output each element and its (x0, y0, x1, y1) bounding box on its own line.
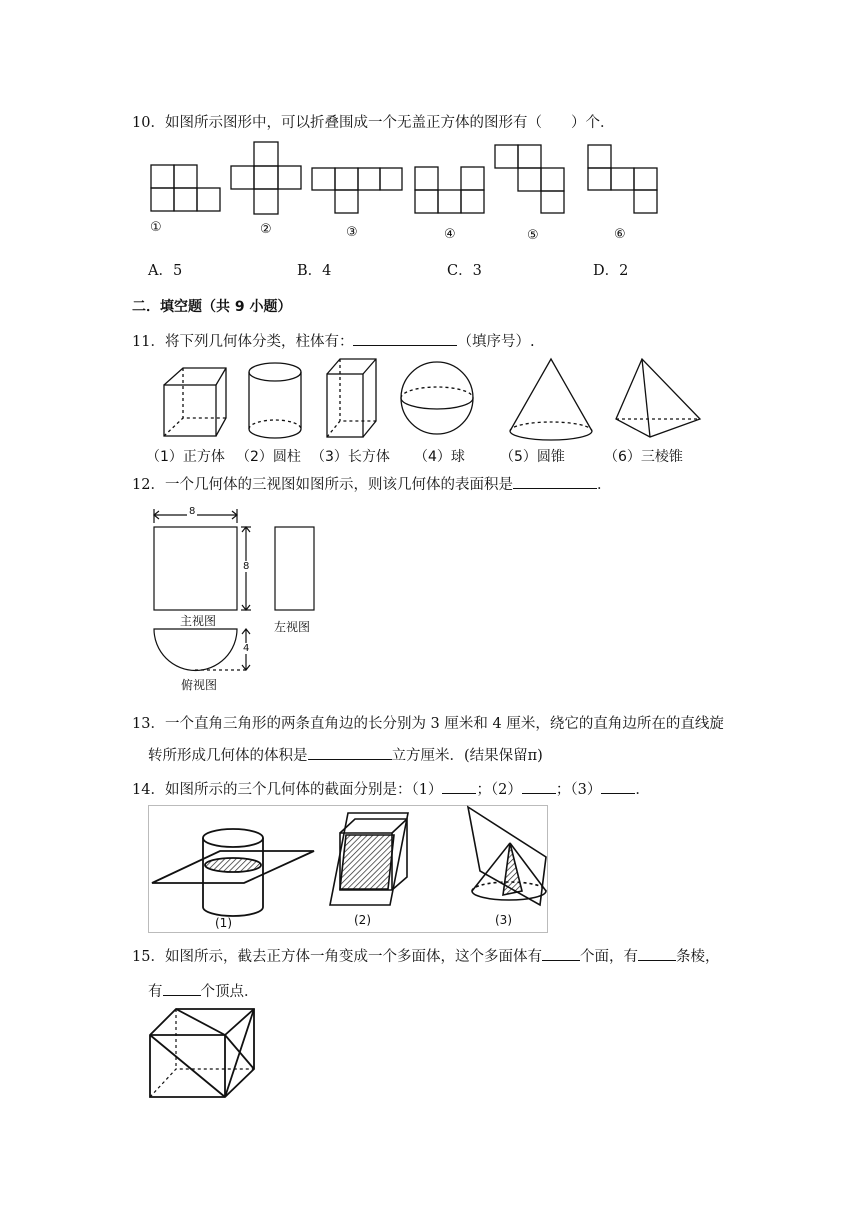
q10-label-4: ④ (444, 227, 456, 242)
section-fig-1 (152, 829, 314, 916)
net-3 (312, 168, 402, 213)
q12-three-views (145, 505, 325, 699)
cuboid-shape (327, 359, 376, 437)
q14-text (132, 778, 650, 799)
q15-line1 (132, 945, 719, 966)
cylinder-shape (249, 363, 301, 438)
q11-blank[interactable] (353, 330, 457, 346)
cube-shape (164, 368, 226, 436)
q10-option-b: B．4 (297, 263, 332, 279)
q15-blank-edges[interactable] (638, 945, 676, 961)
q12-top-view-label: 俯视图 (181, 678, 218, 692)
top-view-semicircle (154, 629, 237, 671)
net-2 (231, 142, 301, 214)
q15-line2-a: 有 (148, 984, 163, 1000)
front-view-rect (154, 527, 237, 610)
q14-label-2: (2) (354, 913, 371, 927)
q14-figures (148, 805, 550, 939)
q11-label-3: （3）长方体 (311, 449, 390, 465)
q14-suffix: ． (635, 782, 650, 798)
q11-figures (140, 355, 720, 449)
q11-label-4: （4）球 (414, 449, 465, 465)
q13-line2 (148, 744, 543, 765)
q14-label-3: (3) (495, 913, 512, 927)
q14-blank-2[interactable] (522, 778, 556, 794)
section-fig-2 (330, 813, 408, 905)
q13-line1: 13．一个直角三角形的两条直角边的长分别为 3 厘米和 4 厘米，绕它的直角边所在的直线旋 (132, 716, 724, 732)
q10-text: 10．如图所示图形中，可以折叠围成一个无盖正方体的图形有（ ）个． (132, 115, 615, 131)
q15-line2-b: 个顶点． (200, 984, 259, 1000)
q12-text (132, 473, 611, 494)
q14-mid2: ；（3） (555, 782, 602, 798)
q12-dim-radius: 4 (243, 643, 250, 654)
q14-mid1: ；（2） (476, 782, 522, 798)
q11-label-6: （6）三棱锥 (604, 449, 683, 465)
section-title: 二．填空题（共 9 小题） (132, 299, 292, 315)
q14-label-1: (1) (215, 916, 232, 930)
q15-line2 (148, 980, 259, 1001)
q13-blank[interactable] (308, 744, 392, 760)
q10-label-3: ③ (346, 225, 358, 240)
cone-shape (510, 359, 592, 440)
net-6 (588, 145, 657, 213)
net-4 (415, 167, 484, 213)
net-1 (151, 165, 220, 211)
q14-blank-1[interactable] (442, 778, 476, 794)
q10-option-a: A．5 (148, 263, 183, 279)
q10-option-c: C．3 (447, 263, 482, 279)
q12-prefix: 12．一个几何体的三视图如图所示，则该几何体的表面积是 (132, 477, 513, 493)
q12-dim-height: 8 (243, 561, 250, 572)
pyramid-shape (616, 359, 700, 437)
q15-line1-b: 个面，有 (579, 949, 638, 965)
q11-label-5: （5）圆锥 (500, 449, 565, 465)
q15-line1-c: 条棱， (675, 949, 720, 965)
q12-front-view-label: 主视图 (180, 614, 217, 628)
sphere-shape (401, 362, 473, 434)
section-fig-3 (468, 807, 546, 905)
q10-label-1: ① (150, 220, 162, 235)
q10-figures (140, 140, 680, 234)
q12-dim-width: 8 (189, 506, 196, 517)
q10-label-6: ⑥ (614, 227, 626, 242)
q11-text (132, 330, 535, 351)
q13-line2-prefix: 转所形成几何体的体积是 (148, 748, 308, 764)
q15-blank-faces[interactable] (542, 945, 580, 961)
q10-label-2: ② (260, 222, 272, 237)
q12-suffix: ． (596, 477, 612, 493)
left-view-rect (275, 527, 314, 610)
q11-label-1: （1）正方体 (146, 449, 225, 465)
q15-line1-a: 15．如图所示，截去正方体一角变成一个多面体，这个多面体有 (132, 949, 542, 965)
q12-blank[interactable] (513, 473, 597, 489)
q10-label-5: ⑤ (527, 228, 539, 243)
q11-prefix: 11．将下列几何体分类，柱体有： (132, 334, 354, 350)
q13-line2-suffix: 立方厘米．(结果保留π) (391, 748, 543, 764)
q12-left-view-label: 左视图 (274, 620, 311, 634)
net-5 (495, 145, 564, 213)
q10-option-d: D．2 (593, 263, 629, 279)
q14-blank-3[interactable] (601, 778, 635, 794)
q11-suffix: （填序号）. (457, 334, 535, 350)
q14-prefix: 14．如图所示的三个几何体的截面分别是：（1） (132, 782, 443, 798)
q11-label-2: （2）圆柱 (236, 449, 301, 465)
q15-blank-vertices[interactable] (163, 980, 201, 996)
q15-figure (146, 1005, 266, 1105)
